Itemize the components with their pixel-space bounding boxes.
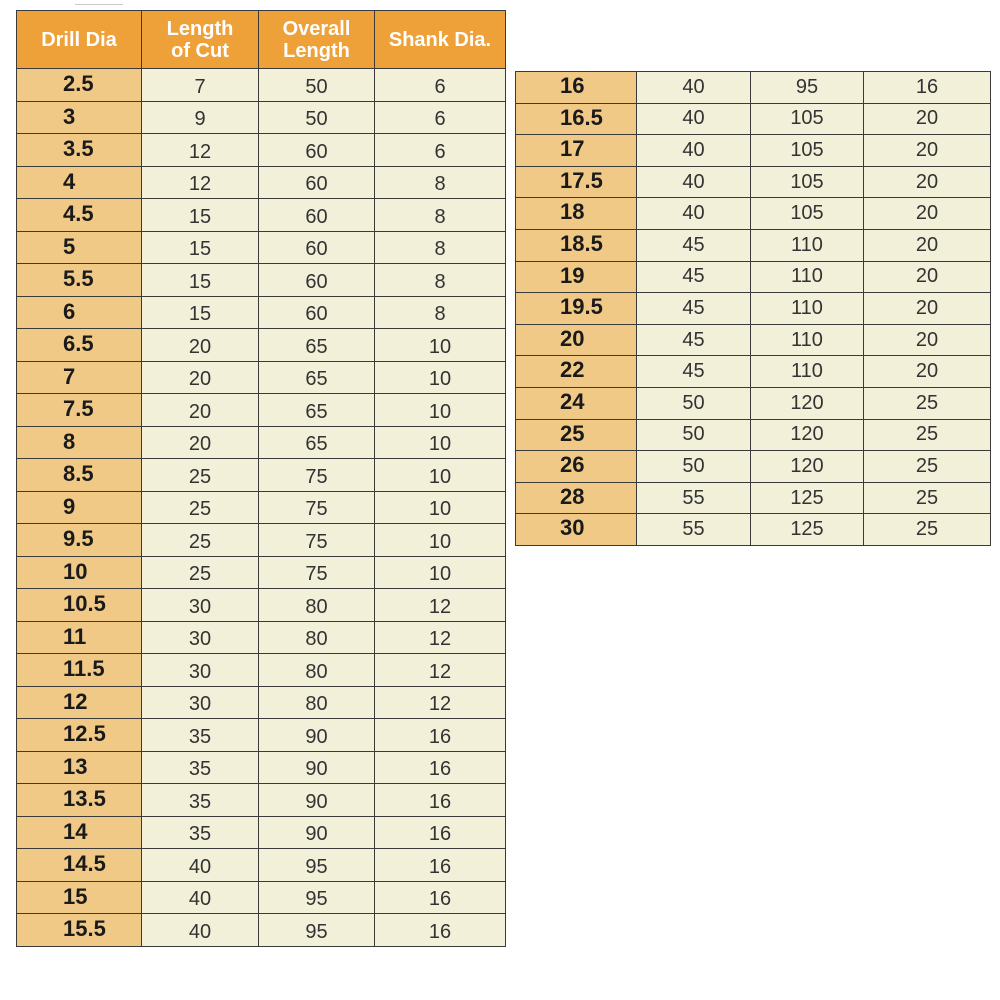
overall-length-cell: 125 bbox=[751, 514, 864, 546]
drill-dia-cell: 22 bbox=[516, 356, 637, 388]
length-of-cut-cell: 30 bbox=[142, 654, 259, 687]
shank-dia-cell: 8 bbox=[375, 264, 506, 297]
shank-dia-cell: 20 bbox=[864, 356, 991, 388]
table-row bbox=[516, 261, 991, 293]
length-of-cut-cell: 40 bbox=[637, 166, 751, 198]
length-of-cut-cell: 20 bbox=[142, 361, 259, 394]
length-of-cut-cell: 25 bbox=[142, 459, 259, 492]
overall-length-cell: 60 bbox=[259, 134, 375, 167]
shank-dia-cell: 25 bbox=[864, 451, 991, 483]
header-length-of-cut: Length of Cut bbox=[142, 11, 259, 69]
overall-length-cell: 80 bbox=[259, 621, 375, 654]
length-of-cut-cell: 20 bbox=[142, 329, 259, 362]
overall-length-cell: 90 bbox=[259, 751, 375, 784]
overall-length-cell: 60 bbox=[259, 264, 375, 297]
length-of-cut-cell: 40 bbox=[142, 881, 259, 914]
drill-dia-cell: 25 bbox=[516, 419, 637, 451]
overall-length-cell: 60 bbox=[259, 296, 375, 329]
length-of-cut-cell: 9 bbox=[142, 101, 259, 134]
shank-dia-cell: 16 bbox=[864, 72, 991, 104]
shank-dia-cell: 16 bbox=[375, 849, 506, 882]
shank-dia-cell: 10 bbox=[375, 394, 506, 427]
length-of-cut-cell: 30 bbox=[142, 686, 259, 719]
overall-length-cell: 90 bbox=[259, 816, 375, 849]
shank-dia-cell: 25 bbox=[864, 419, 991, 451]
table-row bbox=[516, 387, 991, 419]
drill-dia-cell: 3.5 bbox=[17, 134, 142, 167]
length-of-cut-cell: 35 bbox=[142, 751, 259, 784]
table-row bbox=[17, 556, 506, 589]
table-row bbox=[17, 361, 506, 394]
overall-length-cell: 75 bbox=[259, 556, 375, 589]
overall-length-cell: 60 bbox=[259, 199, 375, 232]
overall-length-cell: 80 bbox=[259, 654, 375, 687]
table-row bbox=[17, 686, 506, 719]
overall-length-cell: 65 bbox=[259, 329, 375, 362]
length-of-cut-cell: 45 bbox=[637, 356, 751, 388]
table-row bbox=[17, 296, 506, 329]
length-of-cut-cell: 12 bbox=[142, 166, 259, 199]
overall-length-cell: 80 bbox=[259, 686, 375, 719]
overall-length-cell: 75 bbox=[259, 491, 375, 524]
overall-length-cell: 110 bbox=[751, 324, 864, 356]
drill-dia-cell: 7 bbox=[17, 361, 142, 394]
shank-dia-cell: 10 bbox=[375, 361, 506, 394]
shank-dia-cell: 12 bbox=[375, 589, 506, 622]
drill-dia-cell: 12 bbox=[17, 686, 142, 719]
length-of-cut-cell: 15 bbox=[142, 199, 259, 232]
length-of-cut-cell: 15 bbox=[142, 264, 259, 297]
table-row bbox=[17, 101, 506, 134]
drill-dia-cell: 24 bbox=[516, 387, 637, 419]
drill-dia-cell: 13 bbox=[17, 751, 142, 784]
header-shank-dia: Shank Dia. bbox=[375, 11, 506, 69]
table-row bbox=[17, 751, 506, 784]
table-right-body bbox=[516, 72, 991, 546]
table-row bbox=[17, 816, 506, 849]
drill-dia-cell: 18.5 bbox=[516, 229, 637, 261]
length-of-cut-cell: 45 bbox=[637, 293, 751, 325]
shank-dia-cell: 12 bbox=[375, 654, 506, 687]
table-row bbox=[516, 419, 991, 451]
shank-dia-cell: 6 bbox=[375, 101, 506, 134]
length-of-cut-cell: 50 bbox=[637, 419, 751, 451]
length-of-cut-cell: 50 bbox=[637, 387, 751, 419]
drill-spec-table-right bbox=[515, 71, 991, 546]
length-of-cut-cell: 40 bbox=[637, 135, 751, 167]
shank-dia-cell: 16 bbox=[375, 784, 506, 817]
length-of-cut-cell: 45 bbox=[637, 229, 751, 261]
overall-length-cell: 120 bbox=[751, 387, 864, 419]
overall-length-cell: 105 bbox=[751, 135, 864, 167]
shank-dia-cell: 8 bbox=[375, 166, 506, 199]
length-of-cut-cell: 40 bbox=[637, 103, 751, 135]
table-row bbox=[17, 849, 506, 882]
drill-dia-cell: 19 bbox=[516, 261, 637, 293]
overall-length-cell: 90 bbox=[259, 719, 375, 752]
shank-dia-cell: 8 bbox=[375, 296, 506, 329]
overall-length-cell: 125 bbox=[751, 482, 864, 514]
length-of-cut-cell: 55 bbox=[637, 482, 751, 514]
drill-dia-cell: 9.5 bbox=[17, 524, 142, 557]
overall-length-cell: 60 bbox=[259, 231, 375, 264]
drill-dia-cell: 3 bbox=[17, 101, 142, 134]
shank-dia-cell: 10 bbox=[375, 426, 506, 459]
drill-dia-cell: 16 bbox=[516, 72, 637, 104]
overall-length-cell: 110 bbox=[751, 261, 864, 293]
top-divider bbox=[75, 4, 123, 5]
shank-dia-cell: 20 bbox=[864, 103, 991, 135]
overall-length-cell: 90 bbox=[259, 784, 375, 817]
shank-dia-cell: 10 bbox=[375, 491, 506, 524]
shank-dia-cell: 8 bbox=[375, 199, 506, 232]
header-drill-dia: Drill Dia bbox=[17, 11, 142, 69]
overall-length-cell: 105 bbox=[751, 166, 864, 198]
length-of-cut-cell: 30 bbox=[142, 621, 259, 654]
overall-length-cell: 60 bbox=[259, 166, 375, 199]
overall-length-cell: 50 bbox=[259, 101, 375, 134]
drill-dia-cell: 15.5 bbox=[17, 914, 142, 947]
shank-dia-cell: 20 bbox=[864, 261, 991, 293]
table-row bbox=[17, 459, 506, 492]
table-row bbox=[516, 166, 991, 198]
overall-length-cell: 75 bbox=[259, 459, 375, 492]
header-row bbox=[17, 11, 506, 69]
overall-length-cell: 65 bbox=[259, 426, 375, 459]
table-row bbox=[516, 198, 991, 230]
overall-length-cell: 105 bbox=[751, 198, 864, 230]
shank-dia-cell: 25 bbox=[864, 514, 991, 546]
drill-dia-cell: 14.5 bbox=[17, 849, 142, 882]
length-of-cut-cell: 15 bbox=[142, 231, 259, 264]
drill-dia-cell: 10 bbox=[17, 556, 142, 589]
drill-dia-cell: 20 bbox=[516, 324, 637, 356]
length-of-cut-cell: 45 bbox=[637, 261, 751, 293]
table-row bbox=[17, 491, 506, 524]
overall-length-cell: 120 bbox=[751, 419, 864, 451]
table-row bbox=[516, 72, 991, 104]
shank-dia-cell: 20 bbox=[864, 293, 991, 325]
length-of-cut-cell: 15 bbox=[142, 296, 259, 329]
drill-dia-cell: 26 bbox=[516, 451, 637, 483]
drill-dia-cell: 2.5 bbox=[17, 69, 142, 102]
overall-length-cell: 65 bbox=[259, 394, 375, 427]
drill-dia-cell: 17.5 bbox=[516, 166, 637, 198]
table-row bbox=[516, 229, 991, 261]
drill-dia-cell: 12.5 bbox=[17, 719, 142, 752]
shank-dia-cell: 25 bbox=[864, 387, 991, 419]
length-of-cut-cell: 25 bbox=[142, 524, 259, 557]
length-of-cut-cell: 20 bbox=[142, 394, 259, 427]
overall-length-cell: 95 bbox=[259, 914, 375, 947]
drill-dia-cell: 8.5 bbox=[17, 459, 142, 492]
table-row bbox=[17, 589, 506, 622]
shank-dia-cell: 20 bbox=[864, 324, 991, 356]
table-row bbox=[17, 394, 506, 427]
shank-dia-cell: 16 bbox=[375, 751, 506, 784]
drill-dia-cell: 28 bbox=[516, 482, 637, 514]
table-row bbox=[17, 426, 506, 459]
overall-length-cell: 95 bbox=[259, 849, 375, 882]
length-of-cut-cell: 12 bbox=[142, 134, 259, 167]
table-row bbox=[17, 881, 506, 914]
length-of-cut-cell: 25 bbox=[142, 491, 259, 524]
drill-dia-cell: 14 bbox=[17, 816, 142, 849]
length-of-cut-cell: 35 bbox=[142, 816, 259, 849]
table-row bbox=[17, 914, 506, 947]
drill-dia-cell: 8 bbox=[17, 426, 142, 459]
length-of-cut-cell: 30 bbox=[142, 589, 259, 622]
length-of-cut-cell: 50 bbox=[637, 451, 751, 483]
shank-dia-cell: 16 bbox=[375, 719, 506, 752]
overall-length-cell: 75 bbox=[259, 524, 375, 557]
shank-dia-cell: 10 bbox=[375, 556, 506, 589]
length-of-cut-cell: 25 bbox=[142, 556, 259, 589]
table-row bbox=[17, 621, 506, 654]
length-of-cut-cell: 35 bbox=[142, 784, 259, 817]
shank-dia-cell: 10 bbox=[375, 459, 506, 492]
length-of-cut-cell: 40 bbox=[142, 914, 259, 947]
table-row bbox=[516, 103, 991, 135]
drill-spec-table-left bbox=[16, 10, 506, 947]
table-row bbox=[17, 784, 506, 817]
shank-dia-cell: 10 bbox=[375, 524, 506, 557]
table-row bbox=[17, 199, 506, 232]
shank-dia-cell: 12 bbox=[375, 621, 506, 654]
overall-length-cell: 105 bbox=[751, 103, 864, 135]
drill-dia-cell: 11 bbox=[17, 621, 142, 654]
header-overall-length: Overall Length bbox=[259, 11, 375, 69]
overall-length-cell: 110 bbox=[751, 293, 864, 325]
drill-dia-cell: 5.5 bbox=[17, 264, 142, 297]
length-of-cut-cell: 40 bbox=[142, 849, 259, 882]
table-row bbox=[516, 514, 991, 546]
table-row bbox=[516, 293, 991, 325]
overall-length-cell: 95 bbox=[259, 881, 375, 914]
drill-dia-cell: 11.5 bbox=[17, 654, 142, 687]
table-row bbox=[17, 264, 506, 297]
length-of-cut-cell: 45 bbox=[637, 324, 751, 356]
shank-dia-cell: 20 bbox=[864, 229, 991, 261]
drill-dia-cell: 13.5 bbox=[17, 784, 142, 817]
shank-dia-cell: 12 bbox=[375, 686, 506, 719]
shank-dia-cell: 20 bbox=[864, 198, 991, 230]
shank-dia-cell: 16 bbox=[375, 816, 506, 849]
shank-dia-cell: 6 bbox=[375, 69, 506, 102]
drill-dia-cell: 10.5 bbox=[17, 589, 142, 622]
drill-dia-cell: 19.5 bbox=[516, 293, 637, 325]
drill-dia-cell: 16.5 bbox=[516, 103, 637, 135]
table-row bbox=[17, 69, 506, 102]
table-row bbox=[516, 356, 991, 388]
shank-dia-cell: 16 bbox=[375, 881, 506, 914]
length-of-cut-cell: 40 bbox=[637, 198, 751, 230]
table-row bbox=[17, 134, 506, 167]
shank-dia-cell: 6 bbox=[375, 134, 506, 167]
length-of-cut-cell: 35 bbox=[142, 719, 259, 752]
drill-dia-cell: 17 bbox=[516, 135, 637, 167]
drill-dia-cell: 15 bbox=[17, 881, 142, 914]
length-of-cut-cell: 20 bbox=[142, 426, 259, 459]
table-row bbox=[516, 135, 991, 167]
length-of-cut-cell: 7 bbox=[142, 69, 259, 102]
drill-dia-cell: 6 bbox=[17, 296, 142, 329]
table-row bbox=[17, 654, 506, 687]
table-row bbox=[17, 524, 506, 557]
overall-length-cell: 80 bbox=[259, 589, 375, 622]
shank-dia-cell: 10 bbox=[375, 329, 506, 362]
drill-dia-cell: 4.5 bbox=[17, 199, 142, 232]
table-row bbox=[17, 231, 506, 264]
length-of-cut-cell: 55 bbox=[637, 514, 751, 546]
shank-dia-cell: 20 bbox=[864, 166, 991, 198]
table-row bbox=[17, 329, 506, 362]
overall-length-cell: 50 bbox=[259, 69, 375, 102]
table-row bbox=[17, 166, 506, 199]
drill-dia-cell: 30 bbox=[516, 514, 637, 546]
drill-dia-cell: 6.5 bbox=[17, 329, 142, 362]
overall-length-cell: 95 bbox=[751, 72, 864, 104]
length-of-cut-cell: 40 bbox=[637, 72, 751, 104]
table-left-body bbox=[17, 69, 506, 947]
overall-length-cell: 110 bbox=[751, 356, 864, 388]
overall-length-cell: 110 bbox=[751, 229, 864, 261]
shank-dia-cell: 25 bbox=[864, 482, 991, 514]
drill-dia-cell: 4 bbox=[17, 166, 142, 199]
drill-dia-cell: 18 bbox=[516, 198, 637, 230]
drill-dia-cell: 9 bbox=[17, 491, 142, 524]
table-row bbox=[516, 482, 991, 514]
overall-length-cell: 65 bbox=[259, 361, 375, 394]
overall-length-cell: 120 bbox=[751, 451, 864, 483]
table-row bbox=[516, 451, 991, 483]
shank-dia-cell: 16 bbox=[375, 914, 506, 947]
table-row bbox=[17, 719, 506, 752]
drill-dia-cell: 5 bbox=[17, 231, 142, 264]
table-row bbox=[516, 324, 991, 356]
shank-dia-cell: 8 bbox=[375, 231, 506, 264]
shank-dia-cell: 20 bbox=[864, 135, 991, 167]
drill-dia-cell: 7.5 bbox=[17, 394, 142, 427]
